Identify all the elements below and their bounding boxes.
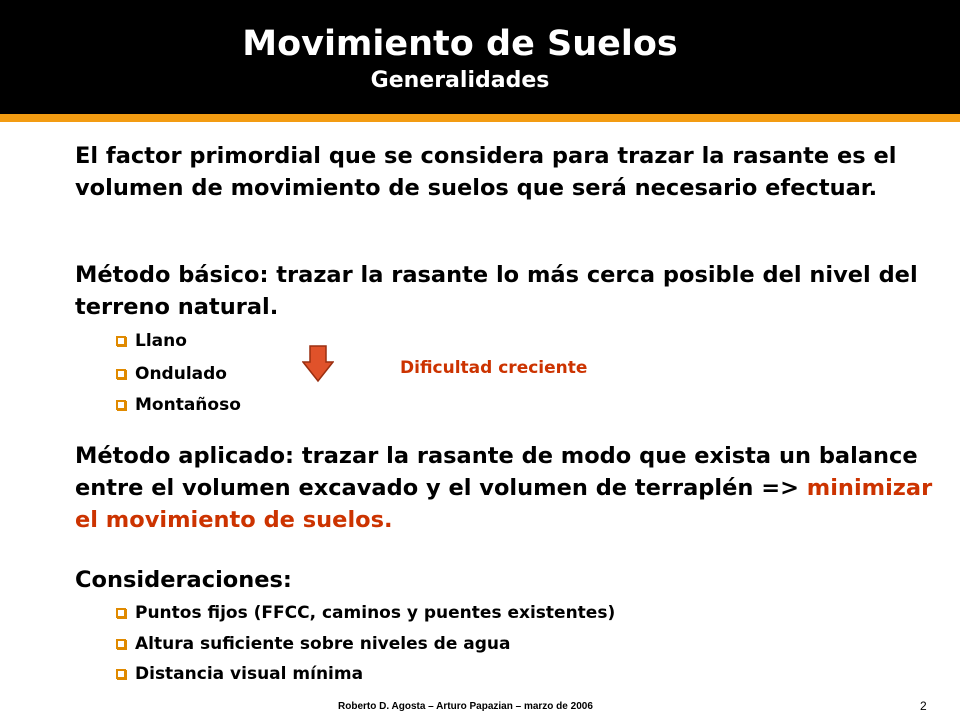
slide-subtitle: Generalidades	[370, 68, 550, 93]
header-accent-bar	[0, 114, 960, 122]
checkbox-square-icon	[116, 608, 126, 618]
checkbox-square-icon	[116, 400, 126, 410]
paragraph-factor: El factor primordial que se considera para trazar la rasante es el volumen de movimiento de suelos que será necesario efectuar.	[75, 143, 897, 201]
list-item-montanoso	[116, 395, 241, 415]
list-item-distancia	[116, 664, 363, 684]
highlight-text: minimizar el movimiento de suelos.	[75, 475, 933, 533]
list-item-altura	[116, 634, 511, 654]
slide-title: Movimiento de Suelos	[242, 24, 678, 64]
down-arrow-icon	[302, 345, 334, 383]
difficulty-label: Dificultad creciente	[400, 358, 588, 378]
paragraph-metodo-aplicado	[75, 440, 935, 536]
checkbox-square-icon	[116, 669, 126, 679]
list-item-llano	[116, 331, 187, 351]
list-item-label: Puntos fijos (FFCC, caminos y puentes existentes)	[135, 603, 616, 623]
page-number: 2	[920, 699, 927, 713]
checkbox-square-icon	[116, 336, 126, 346]
list-item-puntos-fijos	[116, 603, 615, 623]
list-item-label: Llano	[135, 331, 187, 351]
list-item-label: Ondulado	[135, 364, 227, 384]
footer-authors: Roberto D. Agosta – Arturo Papazian – marzo de 2006	[338, 701, 593, 712]
list-item-label: Distancia visual mínima	[135, 664, 364, 684]
considerations-heading: Consideraciones:	[75, 567, 292, 593]
checkbox-square-icon	[116, 369, 126, 379]
list-item-ondulado	[116, 364, 227, 384]
slide-header	[0, 0, 960, 114]
paragraph-text: Método aplicado: trazar la rasante de modo que exista un balance entre el volumen excavado y el volumen de terraplén =>	[75, 443, 918, 501]
list-item-label: Montañoso	[135, 395, 241, 415]
paragraph-metodo-basico: Método básico: trazar la rasante lo más cerca posible del nivel del terreno natural.	[75, 262, 918, 320]
list-item-label: Altura suficiente sobre niveles de agua	[135, 634, 511, 654]
checkbox-square-icon	[116, 639, 126, 649]
